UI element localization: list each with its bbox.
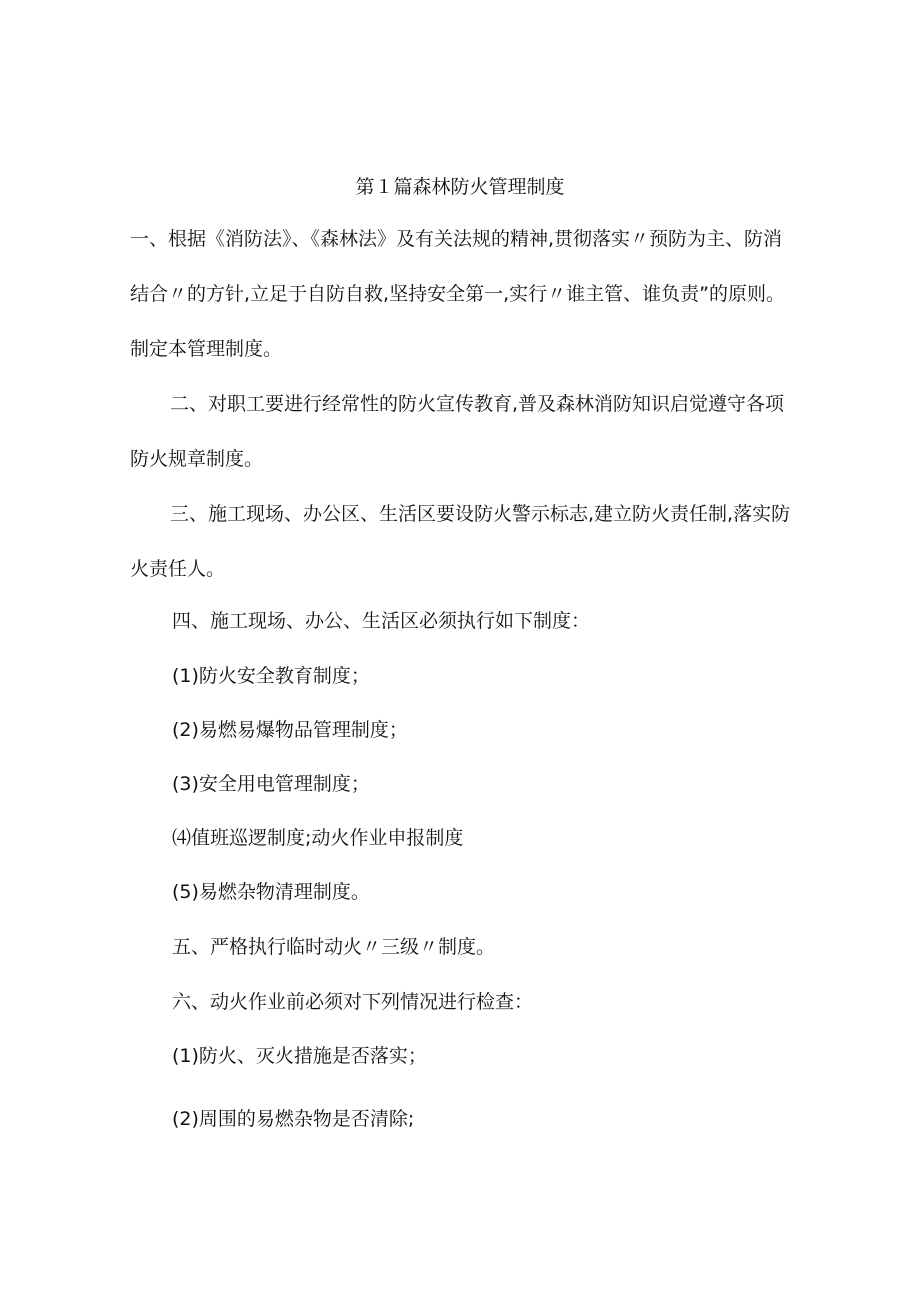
list-item: (2)周围的易燃杂物是否清除;	[172, 1108, 415, 1130]
list-item: (3)安全用电管理制度；	[172, 773, 370, 795]
list-item: (5)易燃杂物清理制度。	[172, 881, 370, 903]
paragraph-3: 三、施工现场、办公区、生活区要设防火警示标志,建立防火责任制,落实防火责任人。	[130, 503, 791, 580]
document-title: 第１篇森林防火管理制度	[355, 176, 565, 198]
paragraph-2: 二、对职工要进行经常性的防火宣传教育,普及森林消防知识启觉遵守各项防火规章制度。	[130, 393, 785, 470]
paragraph-4: 四、施工现场、办公、生活区必须执行如下制度：	[172, 610, 591, 632]
paragraph-6: 六、动火作业前必须对下列情况进行检查：	[172, 991, 534, 1013]
list-item: (1)防火、灭火措施是否落实；	[172, 1045, 427, 1067]
list-item: ⑷值班巡逻制度;动火作业申报制度	[172, 827, 464, 849]
paragraph-1: 一、根据《消防法》、《森林法》及有关法规的精神,贯彻落实〃预防为主、防消结合〃的方针,立足于自防自救,坚持安全第一,实行〃谁主管、谁负责”的原则。制定本管理制度。	[130, 228, 785, 360]
list-item: (1)防火安全教育制度；	[172, 665, 370, 687]
paragraph-5: 五、严格执行临时动火〃三级〃制度。	[172, 936, 496, 958]
list-item: (2)易燃易爆物品管理制度；	[172, 719, 408, 741]
